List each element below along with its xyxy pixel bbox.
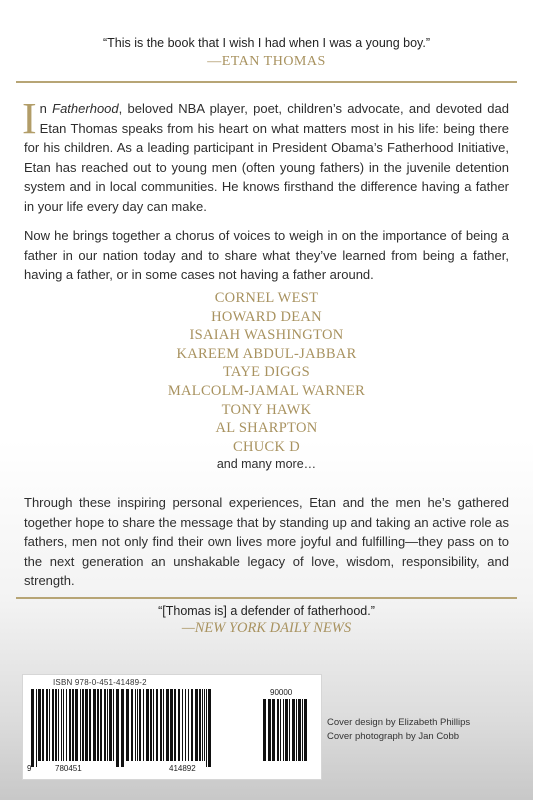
top-quote-attribution: —ETAN THOMAS bbox=[207, 54, 326, 69]
bottom-quote: “[Thomas is] a defender of fatherhood.” bbox=[158, 604, 375, 618]
barcode-left-digits: 780451 bbox=[55, 764, 82, 773]
barcode-bars bbox=[31, 689, 249, 761]
second-paragraph: Now he brings together a chorus of voices to weigh in on the importance of being a father in our nation today and to share what they’ve learned from being a father, having a father, or in some cases not having a father around. bbox=[24, 228, 509, 282]
drop-cap: I bbox=[22, 94, 37, 143]
barcode-right-digits: 414892 bbox=[169, 764, 196, 773]
barcode-bar bbox=[63, 689, 64, 761]
barcode-bar bbox=[206, 689, 207, 767]
contributor-name: TONY HAWK bbox=[221, 401, 312, 418]
barcode-bar bbox=[166, 689, 169, 761]
barcode-bar bbox=[75, 689, 78, 761]
intro-paragraph bbox=[22, 94, 509, 216]
barcode-bar bbox=[285, 699, 288, 761]
contributor-name: HOWARD DEAN bbox=[211, 308, 322, 325]
isbn-label: ISBN 978-0-451-41489-2 bbox=[53, 678, 147, 687]
barcode-first-digit: 9 bbox=[27, 764, 32, 773]
barcode-bar bbox=[277, 699, 279, 761]
barcode-bar bbox=[150, 689, 152, 761]
barcode-bar bbox=[191, 689, 193, 761]
barcode-bar bbox=[146, 689, 149, 761]
barcode-bar bbox=[143, 689, 144, 761]
barcode-bar bbox=[137, 689, 138, 761]
barcode-bar bbox=[153, 689, 154, 761]
barcode-bar bbox=[199, 689, 201, 761]
barcode-bar bbox=[208, 689, 211, 767]
contributor-name: AL SHARPTON bbox=[215, 420, 318, 437]
bottom-divider bbox=[16, 597, 517, 599]
barcode-bar bbox=[263, 699, 266, 761]
barcode-bar bbox=[69, 689, 71, 761]
barcode-bar bbox=[121, 689, 124, 767]
barcode-bar bbox=[89, 689, 91, 761]
barcode-bar bbox=[109, 689, 112, 761]
barcode-bar bbox=[49, 689, 50, 761]
barcode-bar bbox=[107, 689, 108, 761]
cover-design-credit: Cover design by Elizabeth Phillips bbox=[327, 717, 471, 728]
barcode-bar bbox=[46, 689, 48, 761]
barcode-bar bbox=[160, 689, 162, 761]
barcode-bar bbox=[104, 689, 106, 761]
barcode-bar bbox=[268, 699, 271, 761]
barcode-bar bbox=[195, 689, 198, 761]
barcode-bar bbox=[139, 689, 141, 761]
isbn-barcode bbox=[22, 674, 322, 780]
contributor-name: MALCOLM-JAMAL WARNER bbox=[167, 382, 366, 399]
barcode-bar bbox=[31, 689, 34, 767]
top-divider bbox=[16, 81, 517, 83]
third-paragraph: Through these inspiring personal experiences, Etan and the men he’s gathered together hope to share the message that by standing up and taking an active role as fathers, men not only find their own lives more joyful and fulfilling—they pass on to the next generation an unshakable legacy of love, wisdom, responsibility, and strength. bbox=[24, 495, 509, 588]
barcode-bar bbox=[156, 689, 158, 761]
barcode-bar bbox=[131, 689, 133, 761]
barcode-bar bbox=[52, 689, 54, 761]
contributor-name: ISAIAH WASHINGTON bbox=[189, 327, 344, 344]
barcode-bar bbox=[170, 689, 173, 761]
contributor-name: CORNEL WEST bbox=[214, 290, 319, 306]
barcode-bar bbox=[66, 689, 67, 761]
barcode-bar bbox=[163, 689, 164, 761]
barcode-bar bbox=[174, 689, 176, 761]
barcode-bar bbox=[296, 699, 297, 761]
barcode-bar bbox=[204, 689, 205, 761]
intro-body: , beloved NBA player, poet, children’s advocate, and devoted dad Etan Thomas speaks from his heart on what matters most in his life: being there for his children. As a leading participant in President Obama’s Fatherhood Initiative, Etan has reached out to young men (often young fathers) in the juvenile detention system and in local communities. He knows firsthand the difference having a father in your life every day can make. bbox=[24, 101, 509, 214]
barcode-bar bbox=[304, 699, 307, 761]
barcode-bar bbox=[42, 689, 44, 761]
contributor-name: KAREEM ABDUL-JABBAR bbox=[176, 345, 357, 362]
barcode-bar bbox=[97, 689, 99, 761]
barcode-bar bbox=[302, 699, 303, 761]
barcode-bar bbox=[298, 699, 301, 761]
barcode-bar bbox=[36, 689, 37, 767]
barcode-bar bbox=[100, 689, 102, 761]
barcode-bar bbox=[116, 689, 119, 767]
book-title: Fatherhood bbox=[52, 101, 119, 116]
barcode-bar bbox=[289, 699, 290, 761]
barcode-bar bbox=[85, 689, 88, 761]
barcode-bar bbox=[55, 689, 57, 761]
barcode-bar bbox=[292, 699, 295, 761]
intro-title-pre: n bbox=[39, 101, 53, 116]
barcode-bar bbox=[178, 689, 180, 761]
barcode-bar bbox=[185, 689, 186, 761]
barcode-bar bbox=[182, 689, 183, 761]
addon-digits: 90000 bbox=[270, 688, 293, 697]
barcode-bar bbox=[72, 689, 74, 761]
barcode-bar bbox=[58, 689, 59, 761]
barcode-bar bbox=[113, 689, 114, 761]
barcode-bar bbox=[126, 689, 129, 761]
contributor-name: CHUCK D bbox=[233, 438, 300, 455]
barcode-bar bbox=[61, 689, 62, 761]
barcode-bar bbox=[80, 689, 81, 761]
barcode-bar bbox=[272, 699, 275, 761]
barcode-bar bbox=[202, 689, 203, 761]
cover-photo-credit: Cover photograph by Jan Cobb bbox=[327, 731, 460, 742]
addon-barcode-bars bbox=[263, 699, 313, 761]
barcode-bar bbox=[135, 689, 136, 761]
barcode-bar bbox=[93, 689, 96, 761]
contributor-name: TAYE DIGGS bbox=[222, 364, 311, 381]
barcode-bar bbox=[38, 689, 41, 761]
barcode-bar bbox=[82, 689, 84, 761]
barcode-bar bbox=[188, 689, 189, 761]
bottom-quote-attribution: —NEW YORK DAILY NEWS bbox=[181, 620, 352, 636]
top-quote: “This is the book that I wish I had when I was a young boy.” bbox=[102, 36, 431, 50]
contributor-list bbox=[0, 289, 533, 456]
and-many-more: and many more… bbox=[216, 457, 317, 471]
barcode-bar bbox=[283, 699, 284, 761]
barcode-bar bbox=[280, 699, 281, 761]
